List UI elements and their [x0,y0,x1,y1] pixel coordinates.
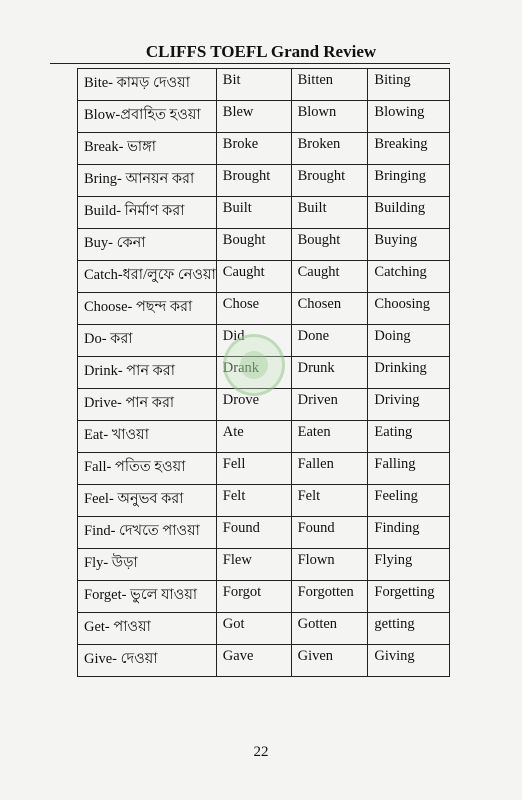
table-row [78,645,450,677]
table-row [78,133,450,165]
present-participle-cell: Biting [368,69,450,101]
present-participle-cell: Blowing [368,101,450,133]
verb-meaning-cell: Fall- পতিত হওয়া [78,453,217,485]
past-participle-cell: Felt [291,485,368,517]
present-participle-cell: Flying [368,549,450,581]
table-row [78,453,450,485]
table-row [78,69,450,101]
present-participle-cell: Driving [368,389,450,421]
present-participle-cell: Falling [368,453,450,485]
verb-meaning-cell: Build- নির্মাণ করা [78,197,217,229]
verb-meaning-cell: Bring- আনয়ন করা [78,165,217,197]
watermark-center [240,351,268,379]
past-participle-cell: Caught [291,261,368,293]
past-participle-cell: Blown [291,101,368,133]
verb-meaning-cell: Choose- পছন্দ করা [78,293,217,325]
table-row [78,485,450,517]
present-participle-cell: Buying [368,229,450,261]
verb-meaning-cell: Drink- পান করা [78,357,217,389]
present-participle-cell: Giving [368,645,450,677]
past-tense-cell: Bought [216,229,291,261]
past-tense-cell: Found [216,517,291,549]
title-divider [50,63,450,64]
past-tense-cell: Gave [216,645,291,677]
past-tense-cell: Forgot [216,581,291,613]
table-row [78,549,450,581]
table-row [78,261,450,293]
past-participle-cell: Found [291,517,368,549]
past-participle-cell: Eaten [291,421,368,453]
past-tense-cell: Blew [216,101,291,133]
present-participle-cell: Forgetting [368,581,450,613]
past-participle-cell: Given [291,645,368,677]
past-participle-cell: Bitten [291,69,368,101]
verb-meaning-cell: Blow-প্রবাহিত হওয়া [78,101,217,133]
table-row [78,421,450,453]
past-participle-cell: Fallen [291,453,368,485]
past-participle-cell: Built [291,197,368,229]
past-tense-cell: Chose [216,293,291,325]
verb-meaning-cell: Feel- অনুভব করা [78,485,217,517]
table-row [78,197,450,229]
past-participle-cell: Gotten [291,613,368,645]
pen-nib-seal-icon [223,334,285,396]
verb-meaning-cell: Buy- কেনা [78,229,217,261]
verb-meaning-cell: Eat- খাওয়া [78,421,217,453]
present-participle-cell: Building [368,197,450,229]
verb-meaning-cell: Forget- ভুলে যাওয়া [78,581,217,613]
present-participle-cell: Doing [368,325,450,357]
present-participle-cell: Bringing [368,165,450,197]
present-participle-cell: Feeling [368,485,450,517]
verb-meaning-cell: Get- পাওয়া [78,613,217,645]
verb-meaning-cell: Catch-ধরা/লুফে নেওয়া [78,261,217,293]
verb-meaning-cell: Break- ভাঙ্গা [78,133,217,165]
page-number: 22 [253,744,269,760]
past-tense-cell: Ate [216,421,291,453]
past-tense-cell: Flew [216,549,291,581]
past-tense-cell: Drove [216,389,291,421]
present-participle-cell: Finding [368,517,450,549]
present-participle-cell: Drinking [368,357,450,389]
present-participle-cell: getting [368,613,450,645]
present-participle-cell: Breaking [368,133,450,165]
table-row [78,101,450,133]
verb-meaning-cell: Drive- পান করা [78,389,217,421]
past-participle-cell: Drunk [291,357,368,389]
past-participle-cell: Chosen [291,293,368,325]
table-row [78,229,450,261]
past-tense-cell: Broke [216,133,291,165]
past-participle-cell: Done [291,325,368,357]
table-row [78,581,450,613]
past-tense-cell: Drank [216,357,291,389]
past-tense-cell: Did [216,325,291,357]
present-participle-cell: Choosing [368,293,450,325]
past-tense-cell: Caught [216,261,291,293]
verb-meaning-cell: Fly- উড়া [78,549,217,581]
past-participle-cell: Broken [291,133,368,165]
verb-meaning-cell: Find- দেখতে পাওয়া [78,517,217,549]
page-title: CLIFFS TOEFL Grand Review [145,42,377,61]
past-tense-cell: Brought [216,165,291,197]
past-participle-cell: Bought [291,229,368,261]
past-tense-cell: Built [216,197,291,229]
past-participle-cell: Flown [291,549,368,581]
past-participle-cell: Driven [291,389,368,421]
past-tense-cell: Fell [216,453,291,485]
past-participle-cell: Brought [291,165,368,197]
past-tense-cell: Bit [216,69,291,101]
verb-meaning-cell: Bite- কামড় দেওয়া [78,69,217,101]
present-participle-cell: Catching [368,261,450,293]
past-participle-cell: Forgotten [291,581,368,613]
past-tense-cell: Got [216,613,291,645]
table-row [78,293,450,325]
present-participle-cell: Eating [368,421,450,453]
table-row [78,165,450,197]
table-row [78,613,450,645]
verb-meaning-cell: Do- করা [78,325,217,357]
table-row [78,517,450,549]
verb-meaning-cell: Give- দেওয়া [78,645,217,677]
past-tense-cell: Felt [216,485,291,517]
